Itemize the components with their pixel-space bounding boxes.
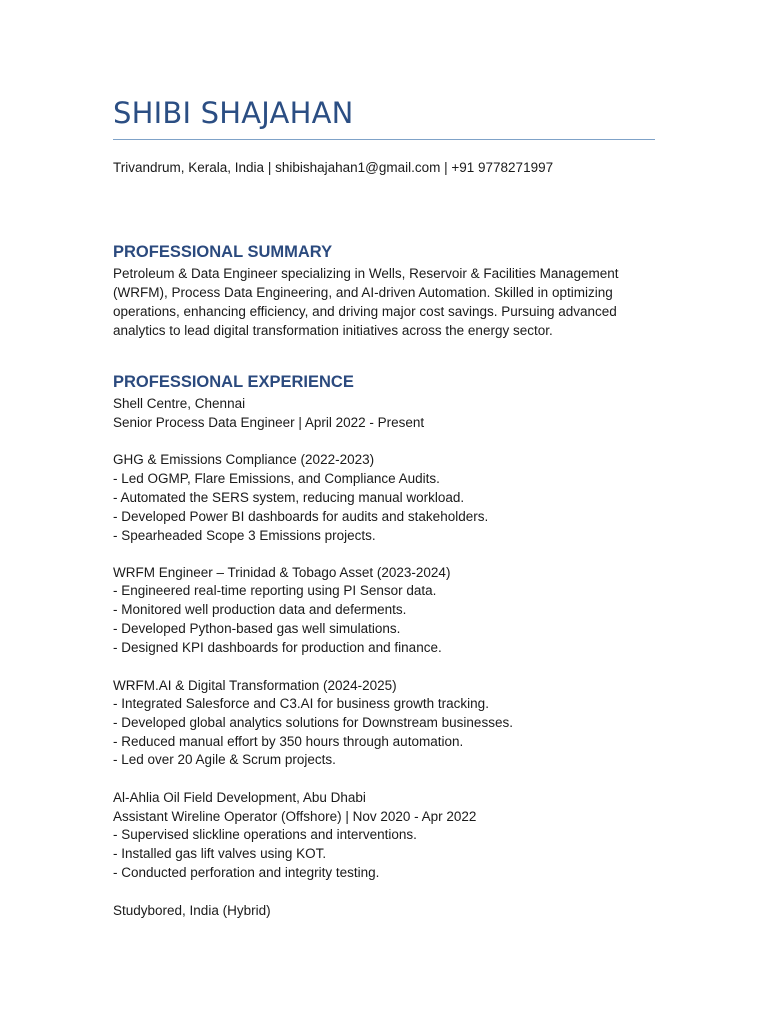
bullet-item: - Monitored well production data and deferments. bbox=[113, 602, 407, 617]
summary-line: (WRFM), Process Data Engineering, and AI-driven Automation. Skilled in optimizing bbox=[113, 285, 613, 300]
contact-line: Trivandrum, Kerala, India | shibishajahan1@gmail.com | +91 9778271997 bbox=[113, 160, 554, 175]
bullet-item: - Conducted perforation and integrity testing. bbox=[113, 865, 380, 880]
project-heading: GHG & Emissions Compliance (2022-2023) bbox=[113, 452, 375, 467]
summary-heading: PROFESSIONAL SUMMARY bbox=[113, 243, 333, 261]
company-name: Al-Ahlia Oil Field Development, Abu Dhabi bbox=[113, 790, 366, 805]
bullet-item: - Developed Power BI dashboards for audits and stakeholders. bbox=[113, 509, 489, 524]
company-name: Studybored, India (Hybrid) bbox=[113, 903, 271, 918]
experience-heading: PROFESSIONAL EXPERIENCE bbox=[113, 373, 354, 391]
company-name: Shell Centre, Chennai bbox=[113, 396, 246, 411]
bullet-item: - Designed KPI dashboards for production and finance. bbox=[113, 640, 442, 655]
bullet-item: - Installed gas lift valves using KOT. bbox=[113, 846, 327, 861]
bullet-item: - Developed Python-based gas well simulations. bbox=[113, 621, 401, 636]
bullet-item: - Led OGMP, Flare Emissions, and Compliance Audits. bbox=[113, 471, 440, 486]
summary-line: analytics to lead digital transformation initiatives across the energy sector. bbox=[113, 323, 553, 338]
summary-line: operations, enhancing efficiency, and driving major cost savings. Pursuing advanced bbox=[113, 304, 617, 319]
job-role: Assistant Wireline Operator (Offshore) | Nov 2020 - Apr 2022 bbox=[113, 809, 477, 824]
bullet-item: - Led over 20 Agile & Scrum projects. bbox=[113, 752, 336, 767]
bullet-item: - Engineered real-time reporting using PI Sensor data. bbox=[113, 583, 437, 598]
bullet-item: - Developed global analytics solutions for Downstream businesses. bbox=[113, 715, 513, 730]
project-heading: WRFM Engineer – Trinidad & Tobago Asset (2023-2024) bbox=[113, 565, 451, 580]
bullet-item: - Supervised slickline operations and interventions. bbox=[113, 827, 417, 842]
bullet-item: - Automated the SERS system, reducing manual workload. bbox=[113, 490, 465, 505]
candidate-name: SHIBI SHAJAHAN bbox=[113, 96, 354, 130]
bullet-item: - Reduced manual effort by 350 hours through automation. bbox=[113, 734, 464, 749]
summary-line: Petroleum & Data Engineer specializing in Wells, Reservoir & Facilities Management bbox=[113, 266, 619, 281]
bullet-item: - Spearheaded Scope 3 Emissions projects. bbox=[113, 528, 376, 543]
name-divider bbox=[113, 139, 655, 140]
job-role: Senior Process Data Engineer | April 2022 - Present bbox=[113, 415, 425, 430]
project-heading: WRFM.AI & Digital Transformation (2024-2025) bbox=[113, 678, 397, 693]
bullet-item: - Integrated Salesforce and C3.AI for business growth tracking. bbox=[113, 696, 489, 711]
